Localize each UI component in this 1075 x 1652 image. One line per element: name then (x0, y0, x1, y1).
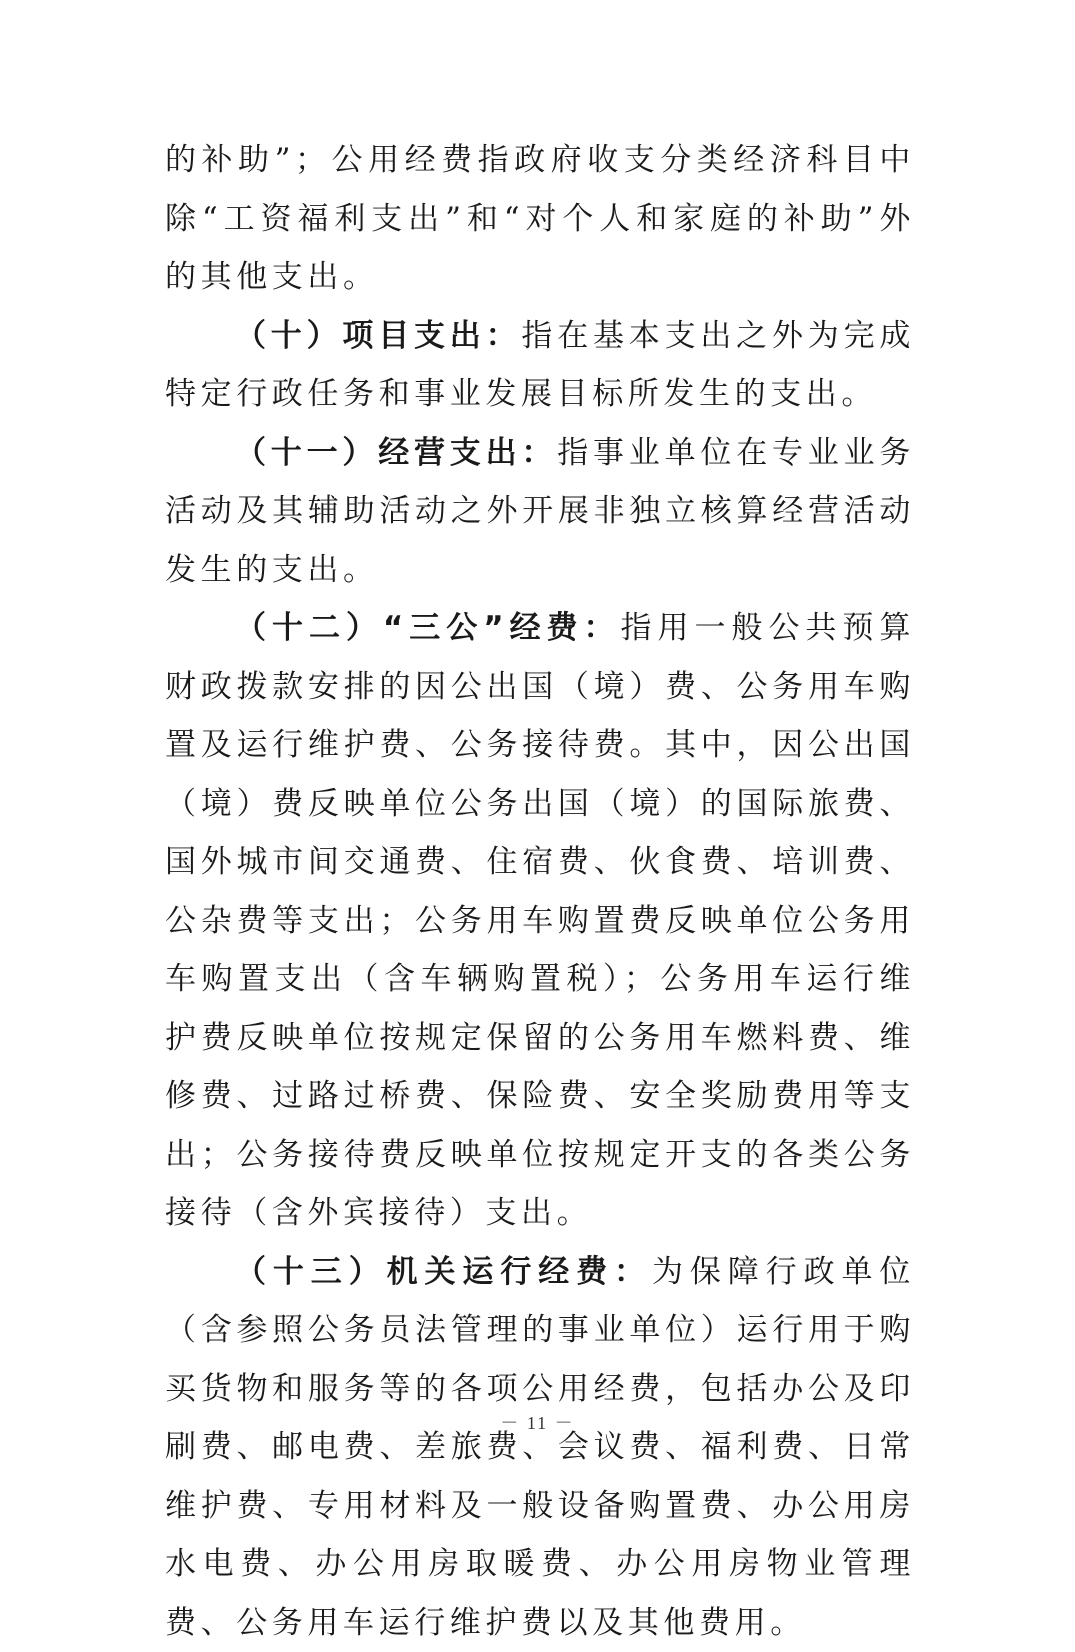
paragraph-text: 的补助”；公用经费指政府收支分类经济科目中除“工资福利支出”和“对个人和家庭的补助”外的其他支出。 (165, 142, 915, 295)
paragraph-text: 指事业单位在专业业务活动及其辅助活动之外开展非独立核算经营活动发生的支出。 (165, 435, 915, 588)
paragraph-text: 指用一般公共预算财政拨款安排的因公出国（境）费、公务用车购置及运行维护费、公务接待费。其中，因公出国（境）费反映单位公务出国（境）的国际旅费、国外城市间交通费、住宿费、伙食费、培训费、公杂费等支出；公务用车购置费反映单位公务用车购置支出（含车辆购置税）；公务用车运行维护费反映单位按规定保留的公务用车燃料费、维修费、过路过桥费、保险费、安全奖励费用等支出；公务接待费反映单位按规定开支的各类公务接待（含外宾接待）支出。 (165, 610, 915, 1231)
page-number: － 11 － (0, 1409, 1075, 1435)
paragraph-continuation (165, 131, 915, 307)
term-heading: （十）项目支出： (235, 318, 521, 354)
term-heading: （十二）“三公”经费： (235, 610, 621, 646)
paragraph-text: 指在基本支出之外为完成特定行政任务和事业发展目标所发生的支出。 (165, 318, 915, 413)
term-heading: （十三）机关运行经费： (235, 1254, 652, 1290)
term-heading: （十一）经营支出： (235, 435, 557, 471)
paragraph-text: 为保障行政单位（含参照公务员法管理的事业单位）运行用于购买货物和服务等的各项公用经费，包括办公及印刷费、邮电费、差旅费、会议费、福利费、日常维护费、专用材料及一般设备购置费、办公用房水电费、办公用房取暖费、办公用房物业管理费、公务用车运行维护费以及其他费用。 (165, 1254, 915, 1641)
paragraph-three-public-expenses (165, 599, 915, 1243)
paragraph-agency-operating-funds (165, 1243, 915, 1652)
paragraph-project-expenditure (165, 307, 915, 424)
paragraph-operating-expenditure (165, 424, 915, 600)
